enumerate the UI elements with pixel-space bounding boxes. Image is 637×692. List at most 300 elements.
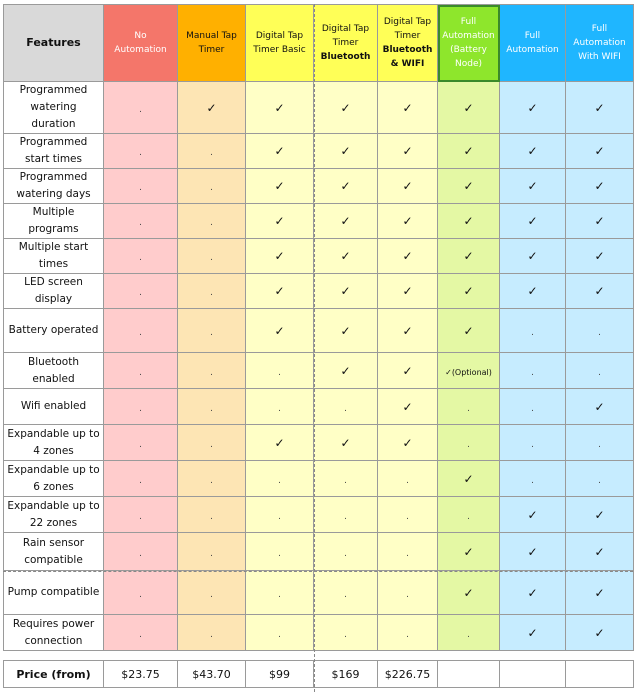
table-row	[4, 615, 634, 651]
cell-yes	[314, 425, 378, 461]
column-header-5	[438, 5, 500, 82]
not-available-dot: .	[210, 475, 213, 486]
check-icon: ✓	[402, 100, 413, 115]
column-header-line: Timer	[198, 45, 225, 55]
not-available-dot: .	[139, 104, 142, 115]
cell-no	[104, 274, 178, 309]
cell-yes	[500, 134, 566, 169]
price-value: $226.75	[378, 661, 438, 688]
table-row	[4, 389, 634, 425]
table-row	[4, 169, 634, 204]
cell-yes	[378, 239, 438, 274]
not-available-dot: .	[210, 288, 213, 298]
cell-no	[566, 425, 634, 461]
cell-no	[104, 239, 178, 274]
column-header-1	[178, 5, 246, 82]
feature-label: Multiple programs	[4, 204, 104, 239]
cell-no	[314, 615, 378, 651]
cell-no	[378, 461, 438, 497]
check-icon: ✓	[527, 249, 538, 263]
column-header-line: Timer	[394, 31, 421, 41]
cell-no	[178, 425, 246, 461]
feature-label: Expandable up to 22 zones	[4, 497, 104, 533]
cell-no	[438, 425, 500, 461]
column-header-4	[378, 5, 438, 82]
not-available-dot: .	[598, 367, 601, 378]
feature-label: Expandable up to 4 zones	[4, 425, 104, 461]
column-header-line: Node)	[455, 59, 482, 69]
cell-no	[104, 615, 178, 651]
cell-yes	[378, 309, 438, 353]
column-header-line: Timer Basic	[253, 45, 306, 55]
cell-yes	[438, 571, 500, 615]
feature-label: Programmed watering days	[4, 169, 104, 204]
check-icon: ✓	[594, 179, 605, 193]
not-available-dot: .	[406, 511, 409, 522]
cell-no	[178, 169, 246, 204]
cell-no	[314, 533, 378, 571]
cell-yes	[246, 169, 314, 204]
check-icon: ✓	[274, 179, 285, 193]
feature-label: Programmed start times	[4, 134, 104, 169]
cell-yes	[500, 169, 566, 204]
cell-no	[378, 571, 438, 615]
not-available-dot: .	[210, 218, 213, 228]
not-available-dot: .	[531, 403, 534, 414]
check-icon: ✓	[274, 323, 285, 338]
cell-no	[566, 353, 634, 389]
check-icon: ✓	[402, 249, 413, 263]
not-available-dot: .	[139, 327, 142, 338]
comparison-table	[3, 4, 634, 651]
check-icon: ✓	[463, 284, 474, 298]
not-available-dot: .	[139, 403, 142, 414]
price-value: $43.70	[178, 661, 246, 688]
column-header-line: Bluetooth	[382, 45, 433, 55]
not-available-dot: .	[210, 327, 213, 338]
cell-yes	[438, 309, 500, 353]
cell-yes	[378, 82, 438, 134]
column-header-line: Automation	[573, 38, 626, 48]
not-available-dot: .	[278, 589, 281, 600]
cell-yes	[500, 204, 566, 239]
cell-no	[104, 204, 178, 239]
not-available-dot: .	[139, 148, 142, 158]
cell-yes	[566, 615, 634, 651]
check-icon: ✓	[463, 544, 474, 559]
cell-yes	[246, 309, 314, 353]
cell-yes	[378, 353, 438, 389]
check-icon: ✓	[340, 284, 351, 298]
column-header-line: Digital Tap	[383, 17, 432, 27]
check-icon: ✓	[527, 214, 538, 228]
not-available-dot: .	[406, 548, 409, 559]
cell-no	[104, 425, 178, 461]
column-header-7	[566, 5, 634, 82]
features-header: Features	[4, 5, 104, 82]
feature-label: Multiple start times	[4, 239, 104, 274]
cell-yes	[566, 389, 634, 425]
not-available-dot: .	[278, 548, 281, 559]
not-available-dot: .	[344, 475, 347, 486]
not-available-dot: .	[406, 629, 409, 640]
cell-yes	[246, 274, 314, 309]
check-icon: ✓	[340, 214, 351, 228]
check-icon: ✓	[463, 249, 474, 263]
cell-yes	[500, 571, 566, 615]
cell-no	[178, 389, 246, 425]
cell-yes	[438, 169, 500, 204]
not-available-dot: .	[139, 439, 142, 450]
not-available-dot: .	[598, 475, 601, 486]
not-available-dot: .	[210, 511, 213, 522]
cell-yes	[500, 82, 566, 134]
cell-no	[246, 497, 314, 533]
check-icon: ✓	[594, 214, 605, 228]
cell-no	[104, 309, 178, 353]
not-available-dot: .	[344, 629, 347, 640]
check-icon: ✓	[274, 435, 285, 450]
not-available-dot: .	[531, 327, 534, 338]
not-available-dot: .	[531, 439, 534, 450]
check-icon: ✓	[402, 363, 413, 378]
table-row	[4, 425, 634, 461]
check-icon: ✓	[402, 399, 413, 414]
check-icon: ✓	[594, 144, 605, 158]
cell-yes	[566, 169, 634, 204]
not-available-dot: .	[210, 253, 213, 263]
cell-no	[178, 533, 246, 571]
not-available-dot: .	[344, 403, 347, 414]
cell-no	[314, 461, 378, 497]
check-icon: ✓	[340, 435, 351, 450]
table-row	[4, 461, 634, 497]
cell-yes	[378, 389, 438, 425]
optional-check: ✓(Optional)	[445, 367, 492, 377]
cell-yes	[438, 134, 500, 169]
cell-yes	[246, 239, 314, 274]
cell-no	[246, 389, 314, 425]
check-icon: ✓	[274, 144, 285, 158]
column-header-line: Automation	[506, 45, 559, 55]
cell-yes	[438, 533, 500, 571]
not-available-dot: .	[467, 629, 470, 640]
cell-no	[500, 309, 566, 353]
not-available-dot: .	[139, 511, 142, 522]
not-available-dot: .	[467, 439, 470, 450]
table-row	[4, 134, 634, 169]
cell-no	[500, 389, 566, 425]
not-available-dot: .	[344, 548, 347, 559]
cell-no	[104, 134, 178, 169]
cell-no	[378, 533, 438, 571]
cell-yes	[314, 353, 378, 389]
cell-no	[104, 533, 178, 571]
cell-yes	[566, 571, 634, 615]
check-icon: ✓	[527, 585, 538, 600]
check-icon: ✓	[527, 544, 538, 559]
not-available-dot: .	[278, 403, 281, 414]
column-header-line: Full	[524, 31, 541, 41]
cell-yes	[438, 461, 500, 497]
check-icon: ✓	[463, 471, 474, 486]
cell-no	[566, 461, 634, 497]
cell-no	[104, 169, 178, 204]
cell-no	[178, 497, 246, 533]
not-available-dot: .	[467, 511, 470, 522]
check-icon: ✓	[274, 214, 285, 228]
check-icon: ✓	[340, 249, 351, 263]
cell-yes	[566, 239, 634, 274]
feature-label: Bluetooth enabled	[4, 353, 104, 389]
check-icon: ✓	[274, 284, 285, 298]
cell-yes	[500, 533, 566, 571]
cell-yes	[378, 274, 438, 309]
column-header-line: Automation	[442, 31, 495, 41]
price-value	[500, 661, 566, 688]
not-available-dot: .	[210, 439, 213, 450]
not-available-dot: .	[210, 589, 213, 600]
check-icon: ✓	[527, 100, 538, 115]
check-icon: ✓	[402, 214, 413, 228]
price-row	[4, 661, 634, 688]
table-row	[4, 497, 634, 533]
cell-yes	[566, 533, 634, 571]
cell-yes	[246, 425, 314, 461]
dashed-row-divider	[3, 571, 633, 572]
check-icon: ✓	[463, 323, 474, 338]
table-row	[4, 533, 634, 571]
cell-yes	[566, 204, 634, 239]
check-icon: ✓	[340, 144, 351, 158]
cell-no	[246, 615, 314, 651]
column-header-line: Full	[591, 24, 608, 34]
price-value	[438, 661, 500, 688]
check-icon: ✓	[402, 179, 413, 193]
not-available-dot: .	[278, 511, 281, 522]
check-icon: ✓	[527, 284, 538, 298]
price-value: $169	[314, 661, 378, 688]
cell-yes	[314, 274, 378, 309]
cell-no	[246, 461, 314, 497]
cell-no	[314, 571, 378, 615]
not-available-dot: .	[344, 511, 347, 522]
not-available-dot: .	[531, 475, 534, 486]
not-available-dot: .	[406, 589, 409, 600]
cell-no	[178, 204, 246, 239]
cell-no	[104, 389, 178, 425]
cell-no	[178, 615, 246, 651]
cell-no	[438, 615, 500, 651]
cell-no	[178, 461, 246, 497]
cell-no	[104, 82, 178, 134]
check-icon: ✓	[463, 179, 474, 193]
cell-no	[104, 461, 178, 497]
check-icon: ✓	[594, 100, 605, 115]
cell-yes	[314, 169, 378, 204]
column-header-3	[314, 5, 378, 82]
check-icon: ✓	[274, 100, 285, 115]
cell-yes	[438, 204, 500, 239]
cell-yes	[500, 274, 566, 309]
table-body	[4, 82, 634, 651]
cell-no	[500, 425, 566, 461]
not-available-dot: .	[210, 548, 213, 559]
check-icon: ✓	[206, 100, 217, 115]
table-row	[4, 204, 634, 239]
cell-no	[378, 615, 438, 651]
column-header-6	[500, 5, 566, 82]
feature-label: Pump compatible	[4, 571, 104, 615]
feature-label: Programmed watering duration	[4, 82, 104, 134]
not-available-dot: .	[406, 475, 409, 486]
dashed-divider	[314, 4, 315, 692]
check-icon: ✓	[594, 399, 605, 414]
feature-label: Rain sensor compatible	[4, 533, 104, 571]
not-available-dot: .	[344, 589, 347, 600]
check-icon: ✓	[594, 249, 605, 263]
price-table	[3, 660, 634, 688]
cell-no	[246, 571, 314, 615]
table-row	[4, 353, 634, 389]
not-available-dot: .	[531, 367, 534, 378]
check-icon: ✓	[340, 363, 351, 378]
not-available-dot: .	[139, 548, 142, 559]
column-header-line: No	[134, 31, 147, 41]
cell-yes	[500, 615, 566, 651]
cell-yes	[178, 82, 246, 134]
not-available-dot: .	[598, 327, 601, 338]
check-icon: ✓	[402, 323, 413, 338]
cell-yes	[438, 239, 500, 274]
cell-yes	[246, 204, 314, 239]
check-icon: ✓	[594, 507, 605, 522]
cell-yes	[438, 82, 500, 134]
cell-yes	[314, 204, 378, 239]
check-icon: ✓	[594, 625, 605, 640]
not-available-dot: .	[210, 403, 213, 414]
check-icon: ✓	[463, 100, 474, 115]
cell-yes	[314, 309, 378, 353]
not-available-dot: .	[467, 403, 470, 414]
not-available-dot: .	[210, 183, 213, 193]
check-icon: ✓	[463, 585, 474, 600]
cell-no	[178, 239, 246, 274]
check-icon: ✓	[340, 179, 351, 193]
check-icon: ✓	[340, 100, 351, 115]
not-available-dot: .	[139, 253, 142, 263]
cell-yes	[378, 134, 438, 169]
not-available-dot: .	[139, 288, 142, 298]
column-header-line: Automation	[114, 45, 167, 55]
check-icon: ✓	[340, 323, 351, 338]
column-header-line: Manual Tap	[186, 31, 237, 41]
check-icon: ✓	[527, 144, 538, 158]
cell-yes	[314, 239, 378, 274]
check-icon: ✓	[463, 144, 474, 158]
column-header-line: Digital Tap	[321, 24, 370, 34]
check-icon: ✓	[594, 544, 605, 559]
cell-yes	[246, 134, 314, 169]
price-value	[566, 661, 634, 688]
price-label: Price (from)	[4, 661, 104, 688]
not-available-dot: .	[139, 218, 142, 228]
cell-no	[500, 353, 566, 389]
not-available-dot: .	[139, 183, 142, 193]
cell-yes	[246, 82, 314, 134]
feature-label: Wifi enabled	[4, 389, 104, 425]
not-available-dot: .	[278, 629, 281, 640]
cell-no	[104, 497, 178, 533]
cell-no	[246, 353, 314, 389]
cell-no	[438, 497, 500, 533]
check-icon: ✓	[402, 144, 413, 158]
column-header-line: With WIFI	[578, 52, 621, 62]
cell-no	[178, 134, 246, 169]
column-header-line: Timer	[332, 38, 359, 48]
column-header-line: Bluetooth	[320, 52, 371, 62]
not-available-dot: .	[278, 475, 281, 486]
cell-no	[378, 497, 438, 533]
cell-yes	[438, 274, 500, 309]
feature-label: LED screen display	[4, 274, 104, 309]
cell-yes	[378, 425, 438, 461]
table-row	[4, 239, 634, 274]
cell-no	[178, 571, 246, 615]
not-available-dot: .	[139, 589, 142, 600]
check-icon: ✓	[402, 435, 413, 450]
cell-yes	[566, 274, 634, 309]
check-icon: ✓	[527, 179, 538, 193]
cell-yes	[314, 134, 378, 169]
price-value: $23.75	[104, 661, 178, 688]
cell-no	[438, 389, 500, 425]
cell-yes	[378, 169, 438, 204]
cell-no	[246, 533, 314, 571]
cell-no	[178, 353, 246, 389]
check-icon: ✓	[463, 214, 474, 228]
cell-no	[104, 571, 178, 615]
cell-no	[314, 497, 378, 533]
check-icon: ✓	[402, 284, 413, 298]
column-header-line: Digital Tap	[255, 31, 304, 41]
feature-label: Expandable up to 6 zones	[4, 461, 104, 497]
check-icon: ✓	[527, 625, 538, 640]
cell-yes	[500, 497, 566, 533]
not-available-dot: .	[139, 629, 142, 640]
not-available-dot: .	[139, 475, 142, 486]
cell-yes	[500, 239, 566, 274]
column-header-0	[104, 5, 178, 82]
check-icon: ✓	[594, 585, 605, 600]
cell-optional	[438, 353, 500, 389]
cell-yes	[566, 497, 634, 533]
price-value: $99	[246, 661, 314, 688]
check-icon: ✓	[274, 249, 285, 263]
column-header-line: & WIFI	[390, 59, 425, 69]
cell-no	[314, 389, 378, 425]
column-header-line: (Battery	[450, 45, 487, 55]
not-available-dot: .	[139, 367, 142, 378]
feature-label: Requires power connection	[4, 615, 104, 651]
check-icon: ✓	[594, 284, 605, 298]
column-header-2	[246, 5, 314, 82]
cell-no	[178, 274, 246, 309]
column-header-line: Full	[460, 17, 477, 27]
cell-no	[178, 309, 246, 353]
not-available-dot: .	[210, 629, 213, 640]
cell-yes	[314, 82, 378, 134]
